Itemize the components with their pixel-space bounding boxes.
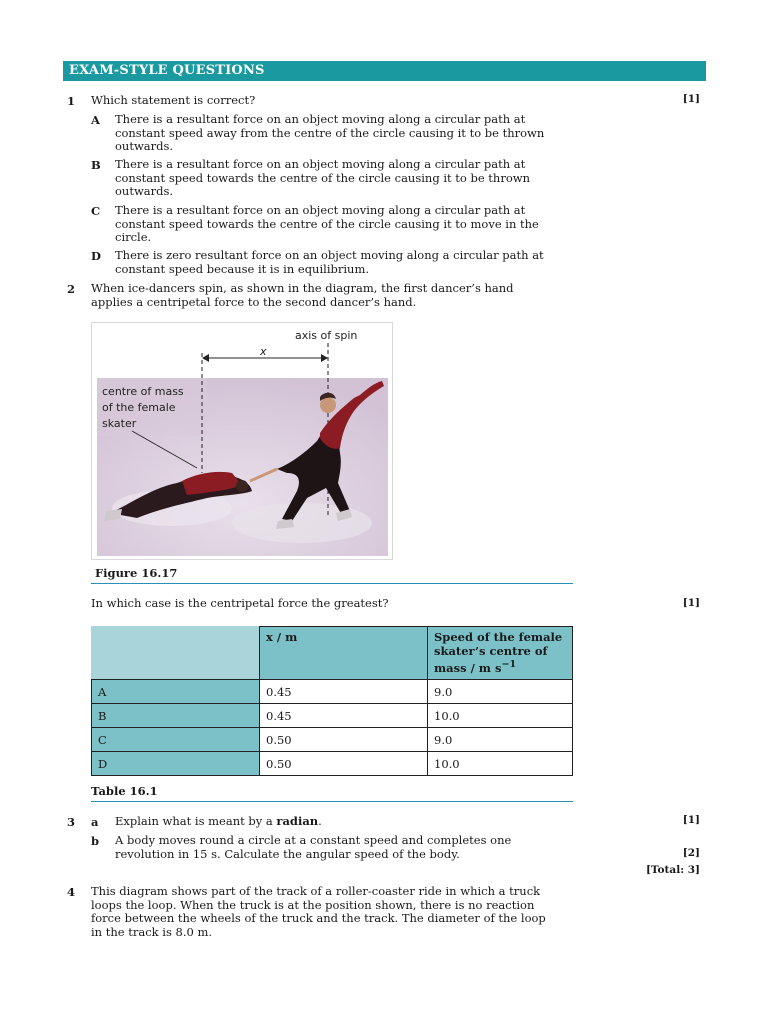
table-header-x: x / m [260, 627, 428, 680]
centripetal-data-table [91, 626, 573, 776]
question-2-marks: [1] [682, 597, 700, 609]
question-3-total: [Total: 3] [645, 864, 700, 876]
option-b-text: There is a resultant force on an object moving along a circular path at constant speed towards the centre of the circle causing it to be thrown outwards. [115, 157, 531, 198]
part-a-marks: [1] [682, 814, 700, 826]
question-2-prompt: In which case is the centripetal force the greatest? [91, 596, 389, 610]
figure-caption: Figure 16.17 [95, 566, 178, 580]
table-row [92, 704, 573, 728]
ice-dancers-illustration [92, 323, 392, 559]
question-number-4: 4 [67, 885, 76, 899]
option-d-text: There is zero resultant force on an object moving along a circular path at constant speed because it is in equilibrium. [115, 248, 544, 276]
x-distance-label: x [260, 345, 267, 358]
table-cell: A [92, 680, 260, 704]
table-cell: 10.0 [428, 704, 573, 728]
table-header-speed: Speed of the female skater’s centre of mass / m $s^{-1}$ [428, 627, 573, 680]
part-b-marks: [2] [682, 847, 700, 859]
table-cell: 0.50 [260, 752, 428, 776]
com-label-line-2: of the female [102, 401, 176, 414]
table-cell: D [92, 752, 260, 776]
table-cell: 0.50 [260, 728, 428, 752]
question-number-1: 1 [67, 94, 76, 108]
table-cell: 0.45 [260, 704, 428, 728]
table-row [92, 728, 573, 752]
option-letter-c: C [91, 204, 101, 218]
figure-rule [91, 583, 573, 584]
table-cell: 0.45 [260, 680, 428, 704]
table-row [92, 752, 573, 776]
table-caption: Table 16.1 [91, 784, 158, 798]
question-number-3: 3 [67, 815, 76, 829]
table-rule [91, 801, 573, 802]
axis-of-spin-label: axis of spin [295, 329, 358, 342]
question-1-marks: [1] [682, 93, 700, 105]
table-cell: C [92, 728, 260, 752]
option-letter-b: B [91, 158, 101, 172]
option-letter-a: A [91, 113, 100, 127]
question-1-text: Which statement is correct? [91, 93, 256, 107]
question-4-text: This diagram shows part of the track of a roller-coaster ride in which a truck loops the loop. When the truck is at the position shown, there is no reaction force between the wheels of the truck and the track. The diameter of the loop in the track is 8.0 m. [91, 884, 546, 939]
question-number-2: 2 [67, 282, 76, 296]
ice-dancers-figure [91, 322, 393, 560]
table-cell: 9.0 [428, 728, 573, 752]
section-header: EXAM-STYLE QUESTIONS [63, 61, 706, 81]
question-2-text: When ice-dancers spin, as shown in the diagram, the first dancer’s hand applies a centripetal force to the second dancer’s hand. [91, 281, 514, 309]
option-letter-d: D [91, 249, 101, 263]
table-header-empty [92, 627, 260, 680]
table-cell: B [92, 704, 260, 728]
com-label-line-1: centre of mass [102, 385, 184, 398]
table-cell: 9.0 [428, 680, 573, 704]
com-label-line-3: skater [102, 417, 137, 430]
table-header-row [92, 627, 573, 680]
option-c-text: There is a resultant force on an object moving along a circular path at constant speed towards the centre of the circle causing it to move in the circle. [115, 203, 539, 244]
table-cell: 10.0 [428, 752, 573, 776]
table-row [92, 680, 573, 704]
part-letter-b: b [91, 834, 100, 848]
option-a-text: There is a resultant force on an object moving along a circular path at constant speed away from the centre of the circle causing it to be thrown outwards. [115, 112, 545, 153]
part-b-text: A body moves round a circle at a constant speed and completes one revolution in 15 s. Calculate the angular speed of the body. [115, 833, 512, 861]
part-a-text: Explain what is meant by a radian. [115, 814, 322, 828]
part-letter-a: a [91, 815, 99, 829]
